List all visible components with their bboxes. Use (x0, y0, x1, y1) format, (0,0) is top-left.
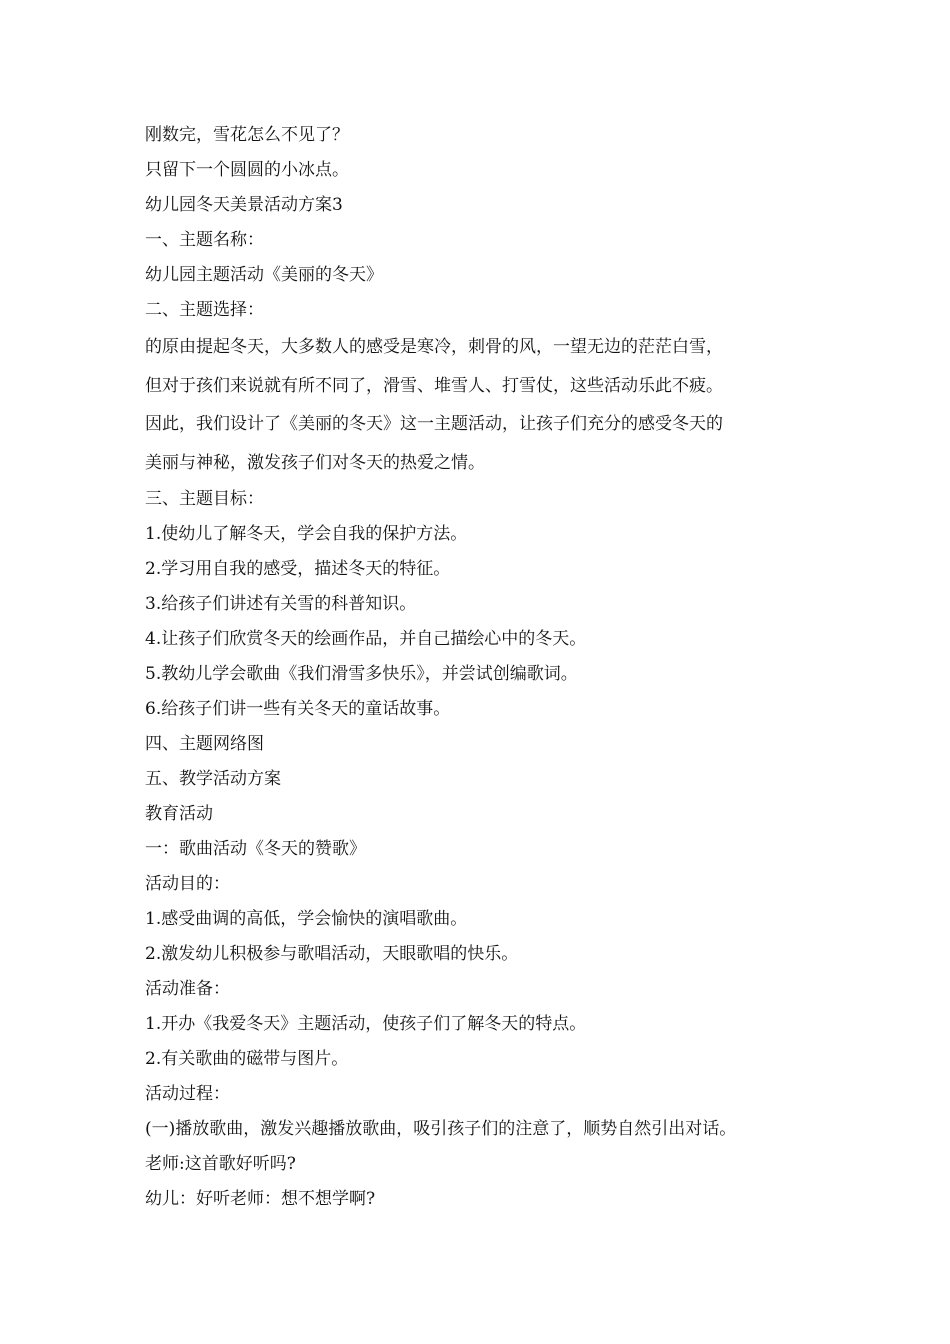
text-line: 一、主题名称： (145, 230, 264, 250)
text-line: 活动过程： (145, 1084, 230, 1104)
text-line: 活动准备： (145, 979, 230, 999)
text-line: 2.学习用自我的感受，描述冬天的特征。 (145, 559, 451, 579)
text-line: 只留下一个圆圆的小冰点。 (145, 160, 349, 180)
document-body (145, 118, 825, 1217)
text-line: 3.给孩子们讲述有关雪的科普知识。 (145, 594, 417, 614)
paragraph-line: 但对于孩们来说就有所不同了，滑雪、堆雪人、打雪仗，这些活动乐此不疲。 (145, 375, 723, 396)
text-line: 一：歌曲活动《冬天的赞歌》 (145, 839, 366, 859)
paragraph-line: 的原由提起冬天，大多数人的感受是寒冷，刺骨的风，一望无边的茫茫白雪， (145, 337, 723, 357)
text-line: 四、主题网络图 (145, 734, 264, 754)
text-line: 三、主题目标： (145, 489, 264, 509)
text-line: 教育活动 (145, 804, 213, 824)
text-line: 幼儿园主题活动《美丽的冬天》 (145, 265, 383, 285)
text-line: (一)播放歌曲，激发兴趣播放歌曲，吸引孩子们的注意了，顺势自然引出对话。 (145, 1119, 737, 1139)
text-line: 幼儿园冬天美景活动方案3 (145, 195, 343, 215)
text-line: 2.激发幼儿积极参与歌唱活动，天眼歌唱的快乐。 (145, 944, 519, 964)
text-line: 4.让孩子们欣赏冬天的绘画作品，并自己描绘心中的冬天。 (145, 629, 587, 649)
text-line: 活动目的： (145, 874, 230, 894)
text-line: 刚数完，雪花怎么不见了？ (145, 125, 349, 145)
text-line: 老师:这首歌好听吗? (145, 1154, 296, 1174)
paragraph-line: 因此，我们设计了《美丽的冬天》这一主题活动，让孩子们充分的感受冬天的 (145, 414, 723, 434)
text-line: 5.教幼儿学会歌曲《我们滑雪多快乐》，并尝试创编歌词。 (145, 664, 578, 684)
text-line: 1.感受曲调的高低，学会愉快的演唱歌曲。 (145, 909, 468, 929)
text-line: 二、主题选择： (145, 300, 264, 320)
text-line: 6.给孩子们讲一些有关冬天的童话故事。 (145, 699, 451, 719)
text-line: 幼儿：好听老师：想不想学啊? (145, 1189, 376, 1209)
text-line: 1.开办《我爱冬天》主题活动，使孩子们了解冬天的特点。 (145, 1014, 587, 1034)
text-line: 2.有关歌曲的磁带与图片。 (145, 1049, 349, 1069)
text-line: 五、教学活动方案 (145, 769, 281, 789)
paragraph-line: 美丽与神秘，激发孩子们对冬天的热爱之情。 (145, 452, 485, 473)
text-line: 1.使幼儿了解冬天，学会自我的保护方法。 (145, 524, 468, 544)
